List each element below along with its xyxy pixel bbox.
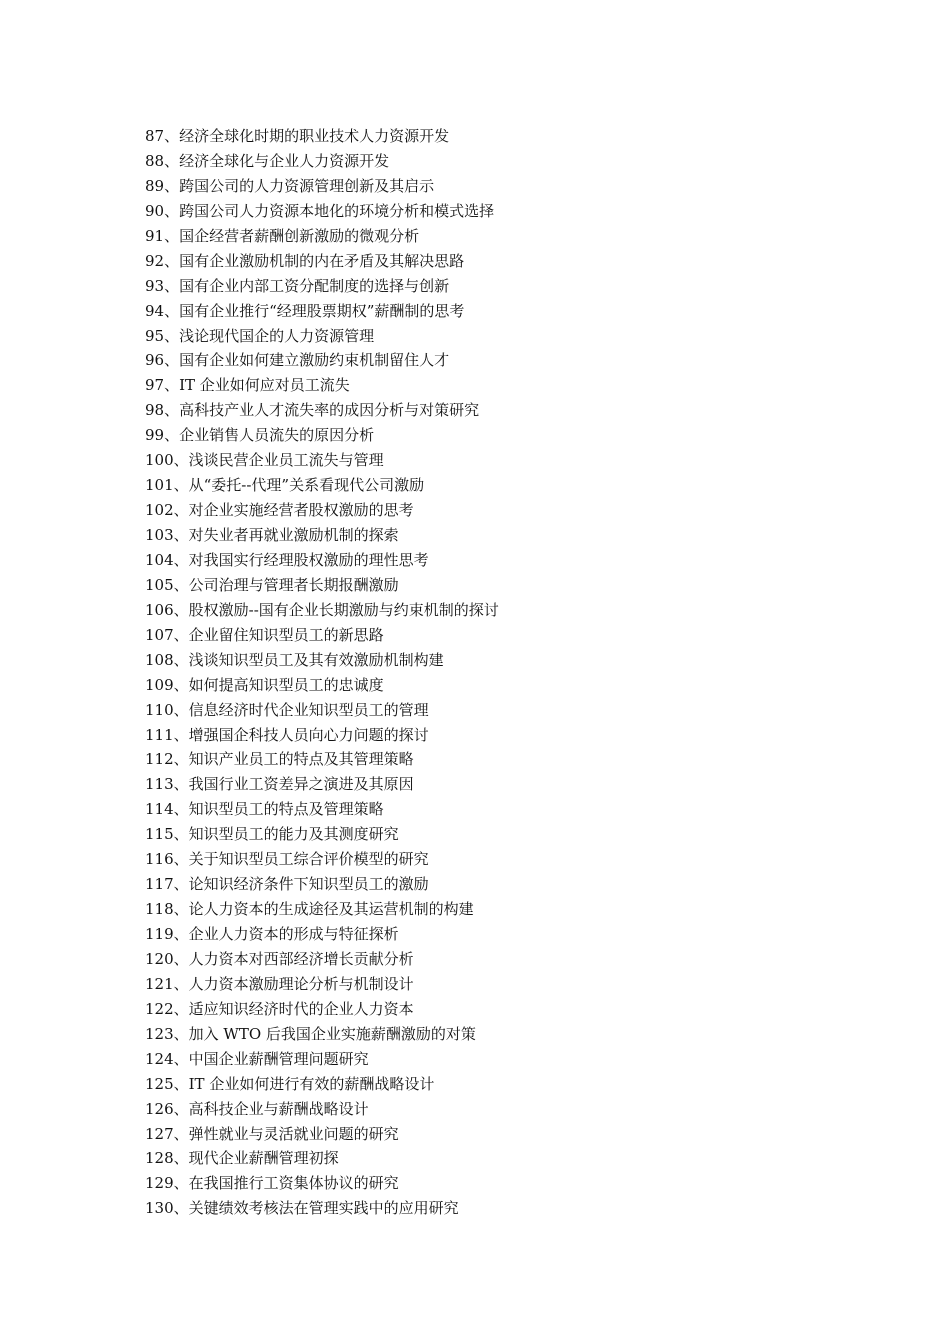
list-item: 109、如何提高知识型员工的忠诚度 (145, 675, 384, 694)
list-item: 94、国有企业推行“经理股票期权”薪酬制的思考 (145, 301, 465, 320)
list-item: 121、人力资本激励理论分析与机制设计 (145, 974, 414, 993)
list-item: 88、经济全球化与企业人力资源开发 (145, 151, 390, 170)
list-item: 101、从“委托--代理”关系看现代公司激励 (145, 476, 425, 495)
list-item: 102、对企业实施经营者股权激励的思考 (145, 501, 414, 520)
list-item: 97、IT 企业如何应对员工流失 (145, 376, 350, 395)
list-item: 103、对失业者再就业激励机制的探索 (145, 526, 399, 544)
list-item: 111、增强国企科技人员向心力问题的探讨 (145, 725, 429, 744)
list-item: 128、现代企业薪酬管理初探 (145, 1149, 339, 1168)
list-item: 95、浅论现代国企的人力资源管理 (145, 326, 375, 345)
list-item: 110、信息经济时代企业知识型员工的管理 (145, 700, 429, 719)
list-item: 93、国有企业内部工资分配制度的选择与创新 (145, 276, 450, 295)
list-item: 99、企业销售人员流失的原因分析 (145, 426, 375, 445)
list-item: 122、适应知识经济时代的企业人力资本 (145, 999, 414, 1018)
list-item: 120、人力资本对西部经济增长贡献分析 (145, 949, 414, 968)
list-item: 118、论人力资本的生成途径及其运营机制的构建 (145, 900, 474, 919)
list-item: 90、跨国公司人力资源本地化的环境分析和模式选择 (145, 201, 495, 220)
list-item: 114、知识型员工的特点及管理策略 (145, 800, 384, 819)
list-item: 104、对我国实行经理股权激励的理性思考 (145, 550, 429, 569)
list-item: 126、高科技企业与薪酬战略设计 (145, 1099, 369, 1118)
list-item: 129、在我国推行工资集体协议的研究 (145, 1174, 399, 1193)
list-item: 119、企业人力资本的形成与特征探析 (145, 925, 399, 943)
list-item: 127、弹性就业与灵活就业问题的研究 (145, 1124, 399, 1143)
list-item: 96、国有企业如何建立激励约束机制留住人才 (145, 351, 450, 370)
topic-list (145, 124, 499, 1221)
list-item: 108、浅谈知识型员工及其有效激励机制构建 (145, 650, 444, 669)
list-item: 107、企业留住知识型员工的新思路 (145, 625, 384, 644)
list-item: 116、关于知识型员工综合评价模型的研究 (145, 850, 429, 869)
list-item: 87、经济全球化时期的职业技术人力资源开发 (145, 127, 450, 145)
list-item: 89、跨国公司的人力资源管理创新及其启示 (145, 176, 435, 195)
list-item: 124、中国企业薪酬管理问题研究 (145, 1049, 369, 1068)
list-item: 105、公司治理与管理者长期报酬激励 (145, 575, 399, 594)
list-item: 125、IT 企业如何进行有效的薪酬战略设计 (145, 1074, 435, 1093)
list-item: 98、高科技产业人才流失率的成因分析与对策研究 (145, 401, 480, 420)
list-item: 106、股权激励--国有企业长期激励与约束机制的探讨 (145, 600, 499, 619)
list-item: 113、我国行业工资差异之演进及其原因 (145, 775, 414, 794)
list-item: 115、知识型员工的能力及其测度研究 (145, 825, 399, 844)
list-item: 100、浅谈民营企业员工流失与管理 (145, 451, 384, 470)
list-item: 92、国有企业激励机制的内在矛盾及其解决思路 (145, 251, 465, 270)
list-item: 117、论知识经济条件下知识型员工的激励 (145, 875, 429, 894)
list-item: 123、加入 WTO 后我国企业实施薪酬激励的对策 (145, 1024, 476, 1043)
list-item: 112、知识产业员工的特点及其管理策略 (145, 750, 414, 769)
list-item: 130、关键绩效考核法在管理实践中的应用研究 (145, 1199, 459, 1218)
list-item: 91、国企经营者薪酬创新激励的微观分析 (145, 226, 420, 245)
